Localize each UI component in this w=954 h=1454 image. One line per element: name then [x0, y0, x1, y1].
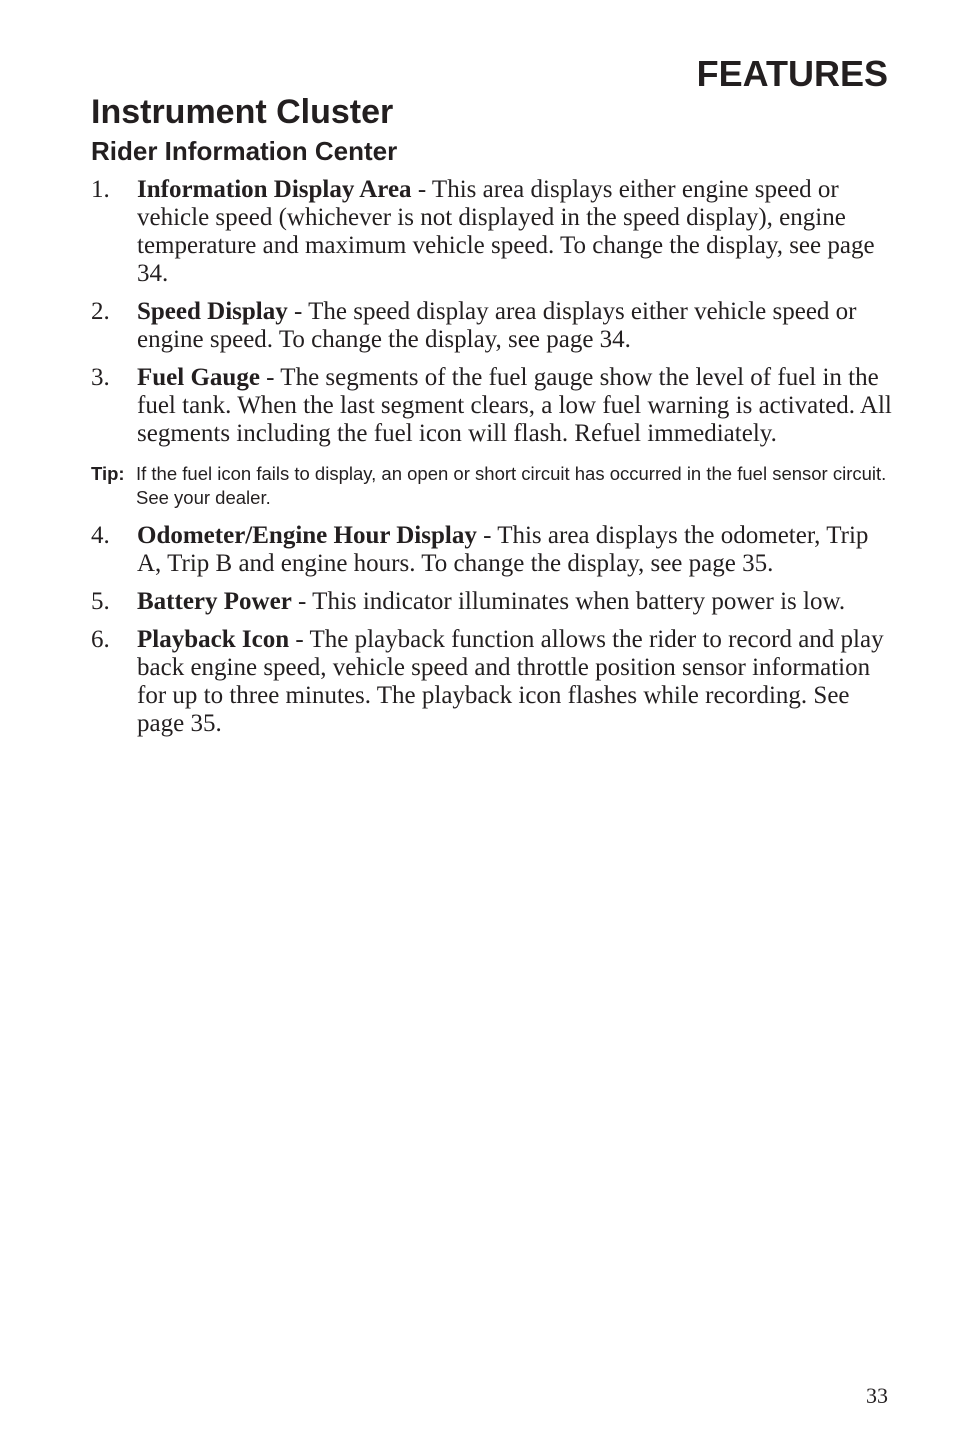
item-term: Odometer/Engine Hour Display: [137, 522, 477, 549]
tip-text: If the fuel icon fails to display, an open or short circuit has occurred in the fuel sensor circuit. See your dealer.: [136, 463, 887, 508]
page-number: 33: [866, 1383, 888, 1408]
content-area: [91, 176, 897, 748]
tip-label: Tip:: [91, 463, 125, 484]
item-term: Fuel Gauge: [137, 364, 260, 391]
item-term: Playback Icon: [137, 626, 290, 653]
subtitle: Rider Information Center: [91, 136, 398, 166]
item-text: - This area displays either engine speed or vehicle speed (whichever is not displayed in the speed display), engine temperature and maximum vehicle speed. To change the display, see page 34.: [137, 176, 875, 287]
list-item-fuel-gauge: [91, 364, 897, 448]
item-number: 1.: [91, 176, 110, 203]
item-term: Battery Power: [137, 588, 292, 615]
item-text: - This indicator illuminates when battery power is low.: [291, 588, 846, 615]
section-header: FEATURES: [696, 53, 888, 94]
item-number: 2.: [91, 298, 110, 325]
tip-note: [91, 462, 897, 510]
list-item-information-display-area: [91, 176, 897, 288]
list-item-odometer-engine-hour-display: [91, 522, 897, 578]
item-number: 4.: [91, 522, 110, 549]
list-item-battery-power: [91, 588, 897, 616]
page-title: Instrument Cluster: [91, 93, 394, 131]
item-number: 3.: [91, 364, 110, 391]
item-number: 5.: [91, 588, 110, 615]
item-term: Speed Display: [137, 298, 288, 325]
list-item-speed-display: [91, 298, 897, 354]
item-number: 6.: [91, 626, 110, 653]
list-item-playback-icon: [91, 626, 897, 738]
item-text: - The playback function allows the rider to record and play back engine speed, vehicle speed and throttle position sensor information for up to three minutes. The playback icon flashes while recording. See page 35.: [137, 626, 884, 737]
item-term: Information Display Area: [137, 176, 412, 203]
item-text: - The segments of the fuel gauge show the level of fuel in the fuel tank. When the last segment clears, a low fuel warning is activated. All segments including the fuel icon will flash. Refuel immediately.: [137, 364, 892, 447]
item-text: - The speed display area displays either vehicle speed or engine speed. To change the display, see page 34.: [137, 298, 857, 353]
item-text: - This area displays the odometer, Trip A, Trip B and engine hours. To change the display, see page 35.: [137, 522, 869, 577]
